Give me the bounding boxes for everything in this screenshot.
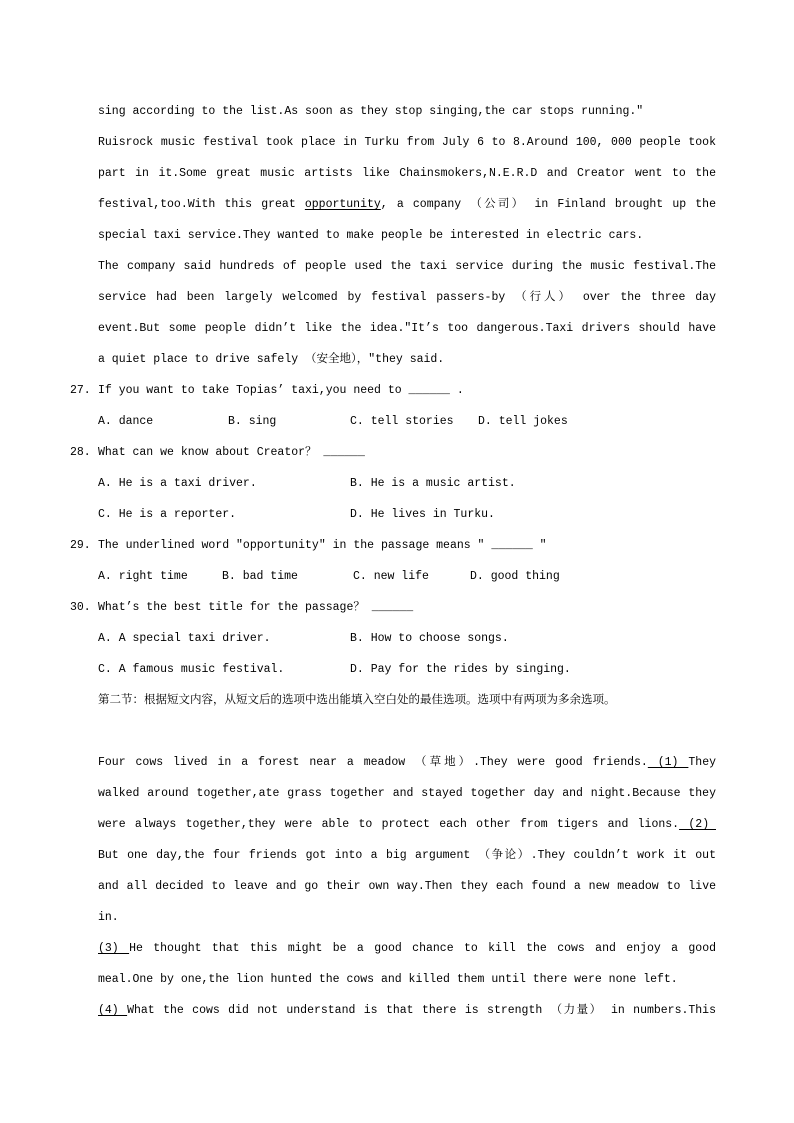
option-28-c: C. He is a reporter. <box>98 508 237 521</box>
cloze-blank-3: (3) <box>98 942 130 955</box>
question-28-options-cd <box>98 499 746 530</box>
option-27-b: B. sing <box>228 415 277 428</box>
passage1-line-6: The company said hundreds of people used the taxi service during the music festival.The <box>98 260 716 273</box>
option-30-a: A. A special taxi driver. <box>98 632 271 645</box>
option-29-a: A. right time <box>98 570 188 583</box>
cloze-blank-1: (1) <box>647 756 689 769</box>
passage1-line-4 <box>98 189 716 220</box>
passage1-line-4-post: , a company （公司） in Finland brought up the <box>380 198 716 211</box>
option-30-c: C. A famous music festival. <box>98 663 285 676</box>
question-27-options <box>98 406 746 437</box>
question-30 <box>70 592 746 623</box>
option-28-b: B. He is a music artist. <box>350 477 516 490</box>
passage2-line-1-post: They <box>688 756 716 769</box>
option-29-c: C. new life <box>353 570 429 583</box>
passage1-line-1: sing according to the list.As soon as they stop singing,the car stops running.″ <box>98 105 644 118</box>
question-29 <box>70 530 746 561</box>
question-27 <box>70 375 746 406</box>
passage2-line-1-pre: Four cows lived in a forest near a meadow （草地）.They were good friends. <box>98 756 648 769</box>
passage1-line-8: event.But some people didn’t like the idea.″It’s too dangerous.Taxi drivers should have <box>98 322 716 335</box>
question-28-number: 28. <box>70 446 91 459</box>
question-27-number: 27. <box>70 384 91 397</box>
passage2-line-5: and all decided to leave and go their own way.Then they each found a new meadow to live <box>98 880 716 893</box>
option-27-a: A. dance <box>98 415 154 428</box>
option-28-a: A. He is a taxi driver. <box>98 477 257 490</box>
question-29-text: The underlined word ″opportunity″ in the passage means ″ ______ ″ <box>98 539 547 552</box>
question-29-options <box>98 561 746 592</box>
passage2-line-8: meal.One by one,the lion hunted the cows and killed them until there were none left. <box>98 973 678 986</box>
question-30-options-ab <box>98 623 746 654</box>
passage2-line-3-pre: were always together,they were able to protect each other from tigers and lions. <box>98 818 680 831</box>
cloze-blank-4: (4) <box>98 1004 128 1017</box>
passage2-line-1 <box>98 747 716 778</box>
underlined-word-opportunity: opportunity <box>304 198 381 211</box>
passage2-line-2: walked around together,ate grass together and stayed together day and night.Because they <box>98 787 716 800</box>
passage2-line-9 <box>98 995 716 1026</box>
passage2-line-4: But one day,the four friends got into a big argument （争论）.They couldn’t work it out <box>98 849 716 862</box>
question-27-text: If you want to take Topias’ taxi,you need to ______ . <box>98 384 464 397</box>
passage2-line-3 <box>98 809 716 840</box>
option-27-c: C. tell stories <box>350 415 454 428</box>
option-30-b: B. How to choose songs. <box>350 632 509 645</box>
option-27-d: D. tell jokes <box>478 415 568 428</box>
passage1-line-2: Ruisrock music festival took place in Turku from July 6 to 8.Around 100, 000 people took <box>98 136 716 149</box>
passage2-line-7 <box>98 933 716 964</box>
passage2-line-6: in. <box>98 911 119 924</box>
passage1-line-5: special taxi service.They wanted to make people be interested in electric cars. <box>98 229 644 242</box>
option-29-b: B. bad time <box>222 570 298 583</box>
question-30-options-cd <box>98 654 746 685</box>
blank-row <box>70 716 746 747</box>
question-29-number: 29. <box>70 539 91 552</box>
option-29-d: D. good thing <box>470 570 560 583</box>
passage2-line-9-post: What the cows did not understand is that there is strength （力量） in numbers.This <box>127 1004 716 1017</box>
passage2-line-7-post: He thought that this might be a good chance to kill the cows and enjoy a good <box>129 942 716 955</box>
passage1-line-3: part in it.Some great music artists like Chainsmokers,N.E.R.D and Creator went to the <box>98 167 716 180</box>
option-28-d: D. He lives in Turku. <box>350 508 495 521</box>
section2-instruction: 第二节：根据短文内容，从短文后的选项中选出能填入空白处的最佳选项。选项中有两项为多余选项。 <box>98 694 616 707</box>
option-30-d: D. Pay for the rides by singing. <box>350 663 571 676</box>
question-28 <box>70 437 746 468</box>
question-30-number: 30. <box>70 601 91 614</box>
passage1-line-4-pre: festival,too.With this great <box>98 198 305 211</box>
cloze-blank-2: (2) <box>679 818 716 831</box>
passage1-line-9: a quiet place to drive safely （安全地），″they said. <box>98 353 445 366</box>
question-30-text: What’s the best title for the passage？ ______ <box>98 601 414 614</box>
question-28-text: What can we know about Creator？ ______ <box>98 446 365 459</box>
passage1-line-7: service had been largely welcomed by festival passers-by （行人） over the three day <box>98 291 716 304</box>
question-28-options-ab <box>98 468 746 499</box>
